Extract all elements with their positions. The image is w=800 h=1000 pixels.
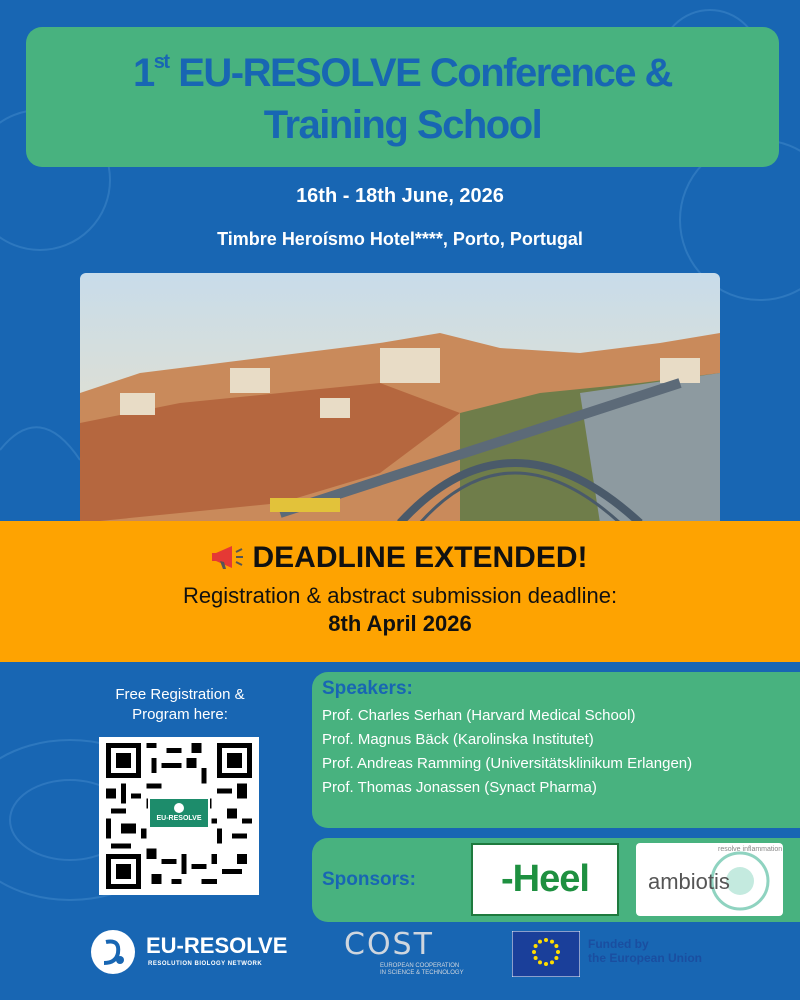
registration-line-2: Program here: [132,706,228,723]
eu-funded-footer-logo[interactable] [512,925,752,985]
cost-tagline-2: IN SCIENCE & TECHNOLOGY [380,970,464,976]
registration-text [80,685,280,725]
eu-resolve-name: EU-RESOLVE [146,933,288,958]
sponsors-panel [312,838,800,922]
speakers-panel [312,672,800,828]
deadline-date: 8th April 2026 [328,611,472,636]
title-line-2: Training School [263,103,542,147]
sponsors-heading: Sponsors: [322,869,416,890]
deadline-banner [0,521,800,662]
title-superscript: st [153,51,169,73]
eu-funded-line-1: Funded by [588,937,649,951]
cost-tagline [380,963,464,977]
speaker-item: Prof. Magnus Bäck (Karolinska Institutet) [322,731,594,748]
speaker-item: Prof. Andreas Ramming (Universitätsklinikum Erlangen) [322,755,693,772]
registration-qr-code[interactable] [99,737,259,895]
cost-name: COST [344,927,434,962]
eu-resolve-emblem-icon [88,927,138,977]
eu-funded-line-2: the European Union [588,951,702,965]
ambiotis-logo-text: ambiotis [648,869,730,894]
qr-logo-text: EU-RESOLVE [156,815,202,822]
megaphone-icon [212,544,246,570]
conference-title [26,27,779,167]
speakers-list [322,704,800,800]
registration-line-1: Free Registration & [115,686,245,703]
ambiotis-logo[interactable] [636,843,783,916]
cost-footer-logo[interactable] [344,925,494,985]
title-number: 1 [133,51,154,95]
qr-center-logo [148,797,210,829]
deadline-headline: DEADLINE EXTENDED! [252,541,588,574]
speaker-item: Prof. Charles Serhan (Harvard Medical School) [322,707,636,724]
event-date: 16th - 18th June, 2026 [296,185,504,207]
event-venue: Timbre Heroísmo Hotel****, Porto, Portugal [217,229,583,249]
speaker-item: Prof. Thomas Jonassen (Synact Pharma) [322,779,597,796]
ambiotis-tagline: resolve inflammation [718,846,783,853]
porto-city-photo [80,273,720,523]
speakers-heading: Speakers: [322,678,413,699]
eu-resolve-footer-logo[interactable] [88,925,328,985]
heel-logo[interactable] [471,843,619,916]
eu-funded-text [588,937,702,965]
deadline-subtitle: Registration & abstract submission deadline: [182,583,618,608]
eu-flag-icon [512,931,580,977]
cost-tagline-1: EUROPEAN COOPERATION [380,963,460,969]
heel-logo-text: -Heel [501,858,589,900]
eu-resolve-tagline: RESOLUTION BIOLOGY NETWORK [148,961,263,967]
title-line-1: EU-RESOLVE Conference & [178,51,672,95]
